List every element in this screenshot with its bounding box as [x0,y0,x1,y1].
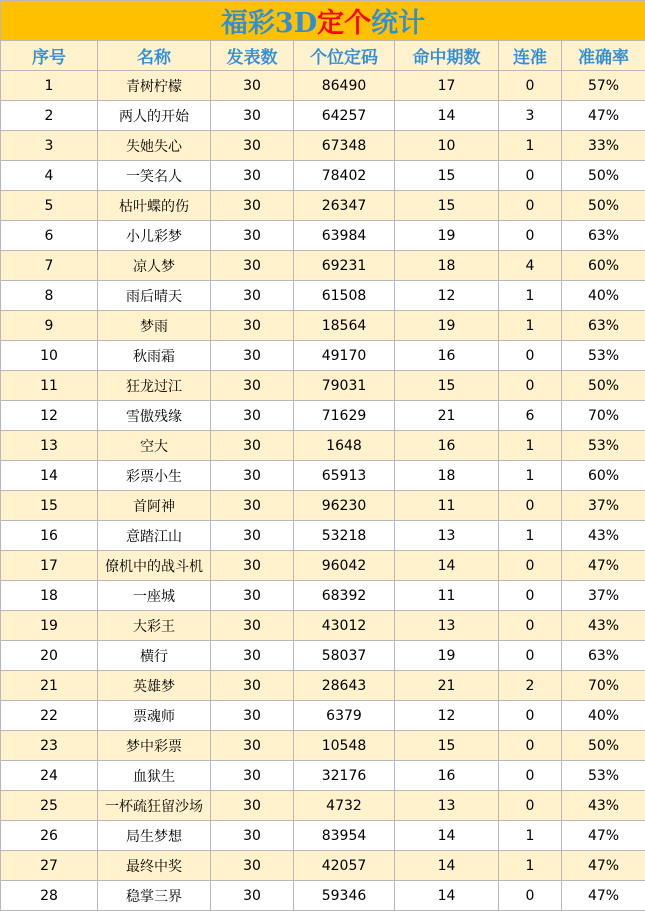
cell-accuracy: 40% [562,281,645,311]
header-published-count: 发表数 [211,41,294,71]
cell-accuracy: 43% [562,611,645,641]
title-row [1,1,645,41]
header-row [1,41,645,71]
table-row [1,581,645,611]
cell-published-count: 30 [211,761,294,791]
cell-published-count: 30 [211,611,294,641]
cell-ones-digit-code: 58037 [294,641,395,671]
table-row [1,791,645,821]
cell-hit-count: 13 [395,791,499,821]
cell-hit-count: 12 [395,281,499,311]
header-ones-digit-code: 个位定码 [294,41,395,71]
title-part-3: 统计 [371,8,425,39]
cell-streak: 1 [499,851,562,881]
cell-ones-digit-code: 59346 [294,881,395,911]
table-row [1,341,645,371]
cell-name: 彩票小生 [98,461,211,491]
cell-published-count: 30 [211,191,294,221]
cell-name: 僚机中的战斗机 [98,551,211,581]
cell-published-count: 30 [211,431,294,461]
table-row [1,71,645,101]
header-hit-count: 命中期数 [395,41,499,71]
cell-published-count: 30 [211,641,294,671]
cell-index: 19 [1,611,98,641]
cell-name: 票魂师 [98,701,211,731]
cell-name: 雪傲残缘 [98,401,211,431]
cell-streak: 0 [499,161,562,191]
cell-hit-count: 16 [395,431,499,461]
cell-index: 28 [1,881,98,911]
cell-ones-digit-code: 61508 [294,281,395,311]
cell-streak: 0 [499,611,562,641]
cell-hit-count: 15 [395,371,499,401]
cell-published-count: 30 [211,551,294,581]
cell-accuracy: 60% [562,251,645,281]
cell-published-count: 30 [211,521,294,551]
cell-index: 1 [1,71,98,101]
cell-index: 4 [1,161,98,191]
cell-streak: 0 [499,701,562,731]
cell-streak: 6 [499,401,562,431]
cell-index: 16 [1,521,98,551]
cell-ones-digit-code: 28643 [294,671,395,701]
cell-index: 11 [1,371,98,401]
cell-name: 秋雨霜 [98,341,211,371]
cell-published-count: 30 [211,731,294,761]
cell-name: 狂龙过江 [98,371,211,401]
cell-name: 一杯疏狂留沙场 [98,791,211,821]
cell-index: 8 [1,281,98,311]
table-row [1,161,645,191]
cell-accuracy: 60% [562,461,645,491]
table-row [1,641,645,671]
cell-accuracy: 43% [562,791,645,821]
cell-hit-count: 15 [395,191,499,221]
cell-streak: 1 [499,311,562,341]
cell-ones-digit-code: 78402 [294,161,395,191]
cell-accuracy: 53% [562,761,645,791]
cell-ones-digit-code: 96042 [294,551,395,581]
cell-accuracy: 37% [562,491,645,521]
cell-accuracy: 43% [562,521,645,551]
cell-ones-digit-code: 67348 [294,131,395,161]
cell-published-count: 30 [211,401,294,431]
cell-ones-digit-code: 4732 [294,791,395,821]
cell-name: 枯叶蝶的伤 [98,191,211,221]
cell-ones-digit-code: 42057 [294,851,395,881]
cell-index: 27 [1,851,98,881]
cell-streak: 3 [499,101,562,131]
cell-accuracy: 33% [562,131,645,161]
cell-hit-count: 15 [395,731,499,761]
cell-accuracy: 47% [562,821,645,851]
cell-hit-count: 19 [395,641,499,671]
table-row [1,131,645,161]
table-row [1,821,645,851]
table-title [1,1,645,41]
cell-ones-digit-code: 32176 [294,761,395,791]
cell-published-count: 30 [211,881,294,911]
cell-published-count: 30 [211,161,294,191]
cell-accuracy: 47% [562,551,645,581]
cell-streak: 1 [499,461,562,491]
cell-name: 横行 [98,641,211,671]
cell-index: 18 [1,581,98,611]
cell-published-count: 30 [211,791,294,821]
table-row [1,431,645,461]
cell-ones-digit-code: 83954 [294,821,395,851]
table-row [1,401,645,431]
cell-ones-digit-code: 65913 [294,461,395,491]
cell-published-count: 30 [211,71,294,101]
cell-hit-count: 14 [395,881,499,911]
cell-name: 最终中奖 [98,851,211,881]
cell-accuracy: 50% [562,161,645,191]
cell-hit-count: 16 [395,341,499,371]
cell-hit-count: 21 [395,401,499,431]
cell-hit-count: 11 [395,491,499,521]
cell-streak: 0 [499,641,562,671]
cell-accuracy: 50% [562,731,645,761]
cell-streak: 0 [499,71,562,101]
cell-ones-digit-code: 26347 [294,191,395,221]
cell-streak: 0 [499,761,562,791]
cell-published-count: 30 [211,341,294,371]
table-row [1,671,645,701]
cell-name: 两人的开始 [98,101,211,131]
cell-streak: 1 [499,431,562,461]
cell-hit-count: 19 [395,311,499,341]
cell-index: 21 [1,671,98,701]
cell-accuracy: 70% [562,671,645,701]
header-index: 序号 [1,41,98,71]
cell-hit-count: 14 [395,101,499,131]
cell-name: 大彩王 [98,611,211,641]
header-name: 名称 [98,41,211,71]
cell-published-count: 30 [211,251,294,281]
table-row [1,551,645,581]
cell-ones-digit-code: 10548 [294,731,395,761]
cell-ones-digit-code: 69231 [294,251,395,281]
cell-published-count: 30 [211,821,294,851]
cell-published-count: 30 [211,701,294,731]
cell-name: 血狱生 [98,761,211,791]
header-streak: 连准 [499,41,562,71]
table-row [1,281,645,311]
table-row [1,221,645,251]
cell-ones-digit-code: 53218 [294,521,395,551]
table-row [1,701,645,731]
cell-accuracy: 47% [562,851,645,881]
cell-ones-digit-code: 43012 [294,611,395,641]
cell-streak: 2 [499,671,562,701]
cell-hit-count: 16 [395,761,499,791]
title-part-2: 定个 [317,8,371,39]
cell-index: 23 [1,731,98,761]
cell-accuracy: 57% [562,71,645,101]
table-row [1,251,645,281]
cell-streak: 0 [499,731,562,761]
cell-hit-count: 19 [395,221,499,251]
cell-index: 2 [1,101,98,131]
cell-streak: 0 [499,581,562,611]
cell-name: 梦雨 [98,311,211,341]
cell-accuracy: 40% [562,701,645,731]
cell-index: 24 [1,761,98,791]
cell-ones-digit-code: 79031 [294,371,395,401]
cell-accuracy: 63% [562,221,645,251]
cell-ones-digit-code: 18564 [294,311,395,341]
table-row [1,881,645,911]
table-row [1,491,645,521]
cell-published-count: 30 [211,281,294,311]
cell-accuracy: 50% [562,371,645,401]
table-row [1,371,645,401]
title-part-1: 福彩3D [221,8,317,39]
cell-accuracy: 70% [562,401,645,431]
cell-index: 20 [1,641,98,671]
cell-name: 一笑名人 [98,161,211,191]
cell-ones-digit-code: 96230 [294,491,395,521]
cell-index: 9 [1,311,98,341]
cell-index: 7 [1,251,98,281]
cell-accuracy: 53% [562,431,645,461]
table-row [1,191,645,221]
cell-ones-digit-code: 68392 [294,581,395,611]
cell-accuracy: 53% [562,341,645,371]
cell-name: 首阿神 [98,491,211,521]
cell-accuracy: 37% [562,581,645,611]
cell-name: 青树柠檬 [98,71,211,101]
cell-streak: 0 [499,551,562,581]
cell-streak: 0 [499,371,562,401]
cell-published-count: 30 [211,491,294,521]
cell-streak: 0 [499,221,562,251]
cell-hit-count: 18 [395,251,499,281]
cell-published-count: 30 [211,371,294,401]
cell-hit-count: 13 [395,521,499,551]
table-row [1,761,645,791]
cell-published-count: 30 [211,461,294,491]
cell-accuracy: 50% [562,191,645,221]
cell-name: 小儿彩梦 [98,221,211,251]
cell-streak: 0 [499,341,562,371]
cell-name: 梦中彩票 [98,731,211,761]
cell-hit-count: 17 [395,71,499,101]
cell-ones-digit-code: 1648 [294,431,395,461]
cell-index: 26 [1,821,98,851]
cell-hit-count: 13 [395,611,499,641]
cell-published-count: 30 [211,581,294,611]
cell-accuracy: 63% [562,641,645,671]
cell-streak: 0 [499,791,562,821]
cell-index: 25 [1,791,98,821]
cell-hit-count: 14 [395,551,499,581]
cell-ones-digit-code: 71629 [294,401,395,431]
cell-hit-count: 15 [395,161,499,191]
cell-index: 13 [1,431,98,461]
cell-name: 空大 [98,431,211,461]
table-row [1,101,645,131]
cell-name: 局生梦想 [98,821,211,851]
table-row [1,611,645,641]
cell-name: 英雄梦 [98,671,211,701]
cell-ones-digit-code: 63984 [294,221,395,251]
cell-hit-count: 10 [395,131,499,161]
cell-ones-digit-code: 6379 [294,701,395,731]
cell-index: 12 [1,401,98,431]
cell-streak: 0 [499,491,562,521]
cell-accuracy: 63% [562,311,645,341]
cell-index: 3 [1,131,98,161]
cell-name: 意踏江山 [98,521,211,551]
cell-index: 10 [1,341,98,371]
cell-published-count: 30 [211,671,294,701]
cell-index: 17 [1,551,98,581]
cell-name: 稳掌三界 [98,881,211,911]
cell-streak: 4 [499,251,562,281]
cell-name: 雨后晴天 [98,281,211,311]
cell-published-count: 30 [211,851,294,881]
cell-published-count: 30 [211,101,294,131]
cell-accuracy: 47% [562,881,645,911]
cell-ones-digit-code: 64257 [294,101,395,131]
table-row [1,851,645,881]
cell-streak: 1 [499,821,562,851]
cell-index: 15 [1,491,98,521]
cell-published-count: 30 [211,131,294,161]
cell-hit-count: 21 [395,671,499,701]
cell-hit-count: 11 [395,581,499,611]
cell-published-count: 30 [211,311,294,341]
cell-accuracy: 47% [562,101,645,131]
cell-ones-digit-code: 49170 [294,341,395,371]
table-row [1,731,645,761]
cell-name: 凉人梦 [98,251,211,281]
cell-index: 6 [1,221,98,251]
cell-published-count: 30 [211,221,294,251]
cell-hit-count: 18 [395,461,499,491]
table-row [1,461,645,491]
cell-hit-count: 14 [395,851,499,881]
cell-hit-count: 12 [395,701,499,731]
cell-streak: 1 [499,521,562,551]
cell-name: 失她失心 [98,131,211,161]
cell-streak: 1 [499,131,562,161]
cell-index: 14 [1,461,98,491]
header-accuracy: 准确率 [562,41,645,71]
cell-name: 一座城 [98,581,211,611]
cell-index: 22 [1,701,98,731]
cell-streak: 0 [499,881,562,911]
cell-streak: 0 [499,191,562,221]
cell-index: 5 [1,191,98,221]
cell-ones-digit-code: 86490 [294,71,395,101]
cell-hit-count: 14 [395,821,499,851]
cell-streak: 1 [499,281,562,311]
table-row [1,311,645,341]
table-row [1,521,645,551]
